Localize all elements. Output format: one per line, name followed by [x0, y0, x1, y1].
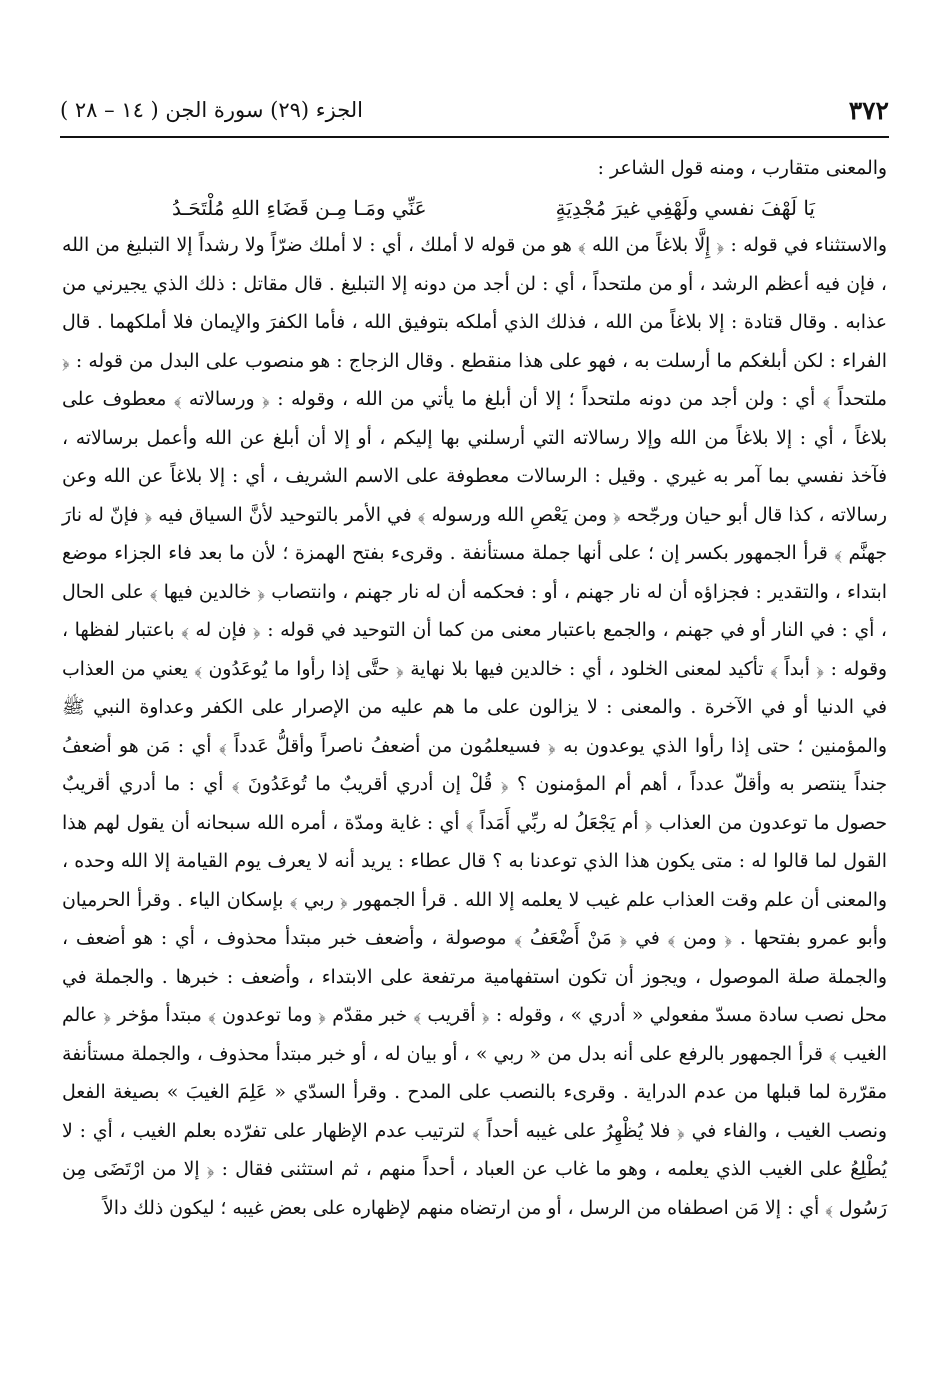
- verse-second-hemistich: عَنِّي ومَـا مِـن قَضَاءِ اللهِ مُلْتَحَـدُ: [172, 195, 427, 220]
- body-text: [62, 150, 887, 1228]
- verse-first-hemistich: يَا لَهْفَ نفسي ولَهْفِي غيرَ مُجْدِيَةٍ: [555, 195, 815, 220]
- poetry-verse: [62, 189, 887, 228]
- lead-line: والمعنى متقارب ، ومنه قول الشاعر :: [597, 158, 887, 179]
- page-header: [60, 92, 889, 128]
- header-rule: [60, 136, 889, 138]
- main-paragraph: والاستثناء في قوله : ﴿ إِلَّا بلاغاً من الله ﴾ هو من قوله لا أملك ، أي : لا أملك ضرّاً ولا رشداً إلا التبليغ من الله ، فإن فيه أعظم الرشد ، أو من ملتحداً ، أي : لن أجد من دونه إلا التبليغ . قال مقاتل : ذلك الذي يجيرني من عذابه . وقال قتادة : إلا بلاغاً من الله ، فذلك الذي أملكه بتوفيق الله ، فأما الكفرَ والإيمان فلا أملكهما . قال الفراء : لكن أبلغكم ما أرسلت به ، فهو على هذا منقطع . وقال الزجاج : هو منصوب على البدل من قوله : ﴿ ملتحداً ﴾ أي : ولن أجد من دونه ملتحداً ؛ إلا أن أبلغ ما يأتي من الله ، وقوله : ﴿ ورسالاته ﴾ معطوف على بلاغاً ، أي : إلا بلاغاً من الله وإلا رسالاته التي أرسلني بها إليكم ، أو إلا أن أبلغ عن الله وأعمل برسالاته ، فآخذ نفسي بما آمر به غيري . وقيل : الرسالات معطوفة على الاسم الشريف ، أي : إلا بلاغاً عن الله وعن رسالاته ، كذا قال أبو حيان ورجّحه ﴿ ومن يَعْصِ الله ورسوله ﴾ في الأمر بالتوحيد لأنَّ السياق فيه ﴿ فإنّ له نارَ جهنَّم ﴾ قرأ الجمهور بكسر إن ؛ على أنها جملة مستأنفة . وقرىء بفتح الهمزة ؛ لأن ما بعد فاء الجزاء موضع ابتداء ، والتقدير : فجزاؤه أن له نار جهنم ، أو : فحكمه أن له نار جهنم ، وانتصاب ﴿ خالدين فيها ﴾ على الحال ، أي : في النار أو في جهنم ، والجمع باعتبار معنى من كما أن التوحيد في قوله : ﴿ فإن له ﴾ باعتبار لفظها ، وقوله : ﴿ أبداً ﴾ تأكيد لمعنى الخلود ، أي : خالدين فيها بلا نهاية ﴿ حتَّى إذا رأوا ما يُوعَدُون ﴾ يعني من العذاب في الدنيا أو في الآخرة . والمعنى : لا يزالون على ما هم عليه من الإصرار على الكفر وعداوة النبي ﷺ والمؤمنين ؛ حتى إذا رأوا الذي يوعدون به ﴿ فسيعلمُون من أضعفُ ناصراً وأقلُّ عَدداً ﴾ أي : مَن هو أضعفُ جنداً ينتصر به وأقلّ عدداً ، أهم أم المؤمنون ؟ ﴿ قُلْ إن أدري أقريبٌ ما تُوعَدُونَ ﴾ أي : ما أدري أقريبٌ حصول ما توعدون من العذاب ﴿ أم يَجْعَلُ له ربِّي أَمَداً ﴾ أي : غاية ومدّة ، أمره الله سبحانه أن يقول لهم هذا القول لما قالوا له : متى يكون هذا الذي توعدنا به ؟ قال عطاء : يريد أنه لا يعرف يوم القيامة إلا الله وحده ، والمعنى أن علم وقت العذاب علم غيب لا يعلمه إلا الله . قرأ الجمهور ﴿ ربي ﴾ بإسكان الياء . وقرأ الحرميان وأبو عمرو بفتحها . ﴿ ومن ﴾ في ﴿ مَنْ أَضْعَفُ ﴾ موصولة ، وأضعف خبر مبتدأ محذوف ، أي : هو أضعف ، والجملة صلة الموصول ، ويجوز أن تكون استفهامية مرتفعة على الابتداء ، وأضعف : خبرها . والجملة في محل نصب سادة مسدّ مفعولي « أدري » ، وقوله : ﴿ أقريب ﴾ خبر مقدّم ﴿ وما توعدون ﴾ مبتدأ مؤخر ﴿ عالم الغيب ﴾ قرأ الجمهور بالرفع على أنه بدل من « ربي » ، أو بيان له ، أو خبر مبتدأ محذوف ، والجملة مستأنفة مقرّرة لما قبلها من عدم الدراية . وقرىء بالنصب على المدح . وقرأ السدّي « عَلِمَ الغيبَ » بصيغة الفعل ونصب الغيب ، والفاء في ﴿ فلا يُظْهِرُ على غيبه أحداً ﴾ لترتيب عدم الإظهار على تفرّده بعلم الغيب ، أي : لا يُطْلِعُ على الغيب الذي يعلمه ، وهو ما غاب عن العباد ، أحداً منهم ، ثم استثنى فقال : ﴿ إلا من ارْتَضَى مِن رَسُول ﴾ أي : إلا مَن اصطفاه من الرسل ، أو من ارتضاه منهم لإظهاره على بعض غيبه ؛ ليكون ذلك دالاً: [62, 235, 887, 1219]
- page-number: ٣٧٢: [848, 95, 889, 125]
- running-head: الجزء (٢٩) سورة الجن ( ١٤ – ٢٨ ): [60, 98, 363, 122]
